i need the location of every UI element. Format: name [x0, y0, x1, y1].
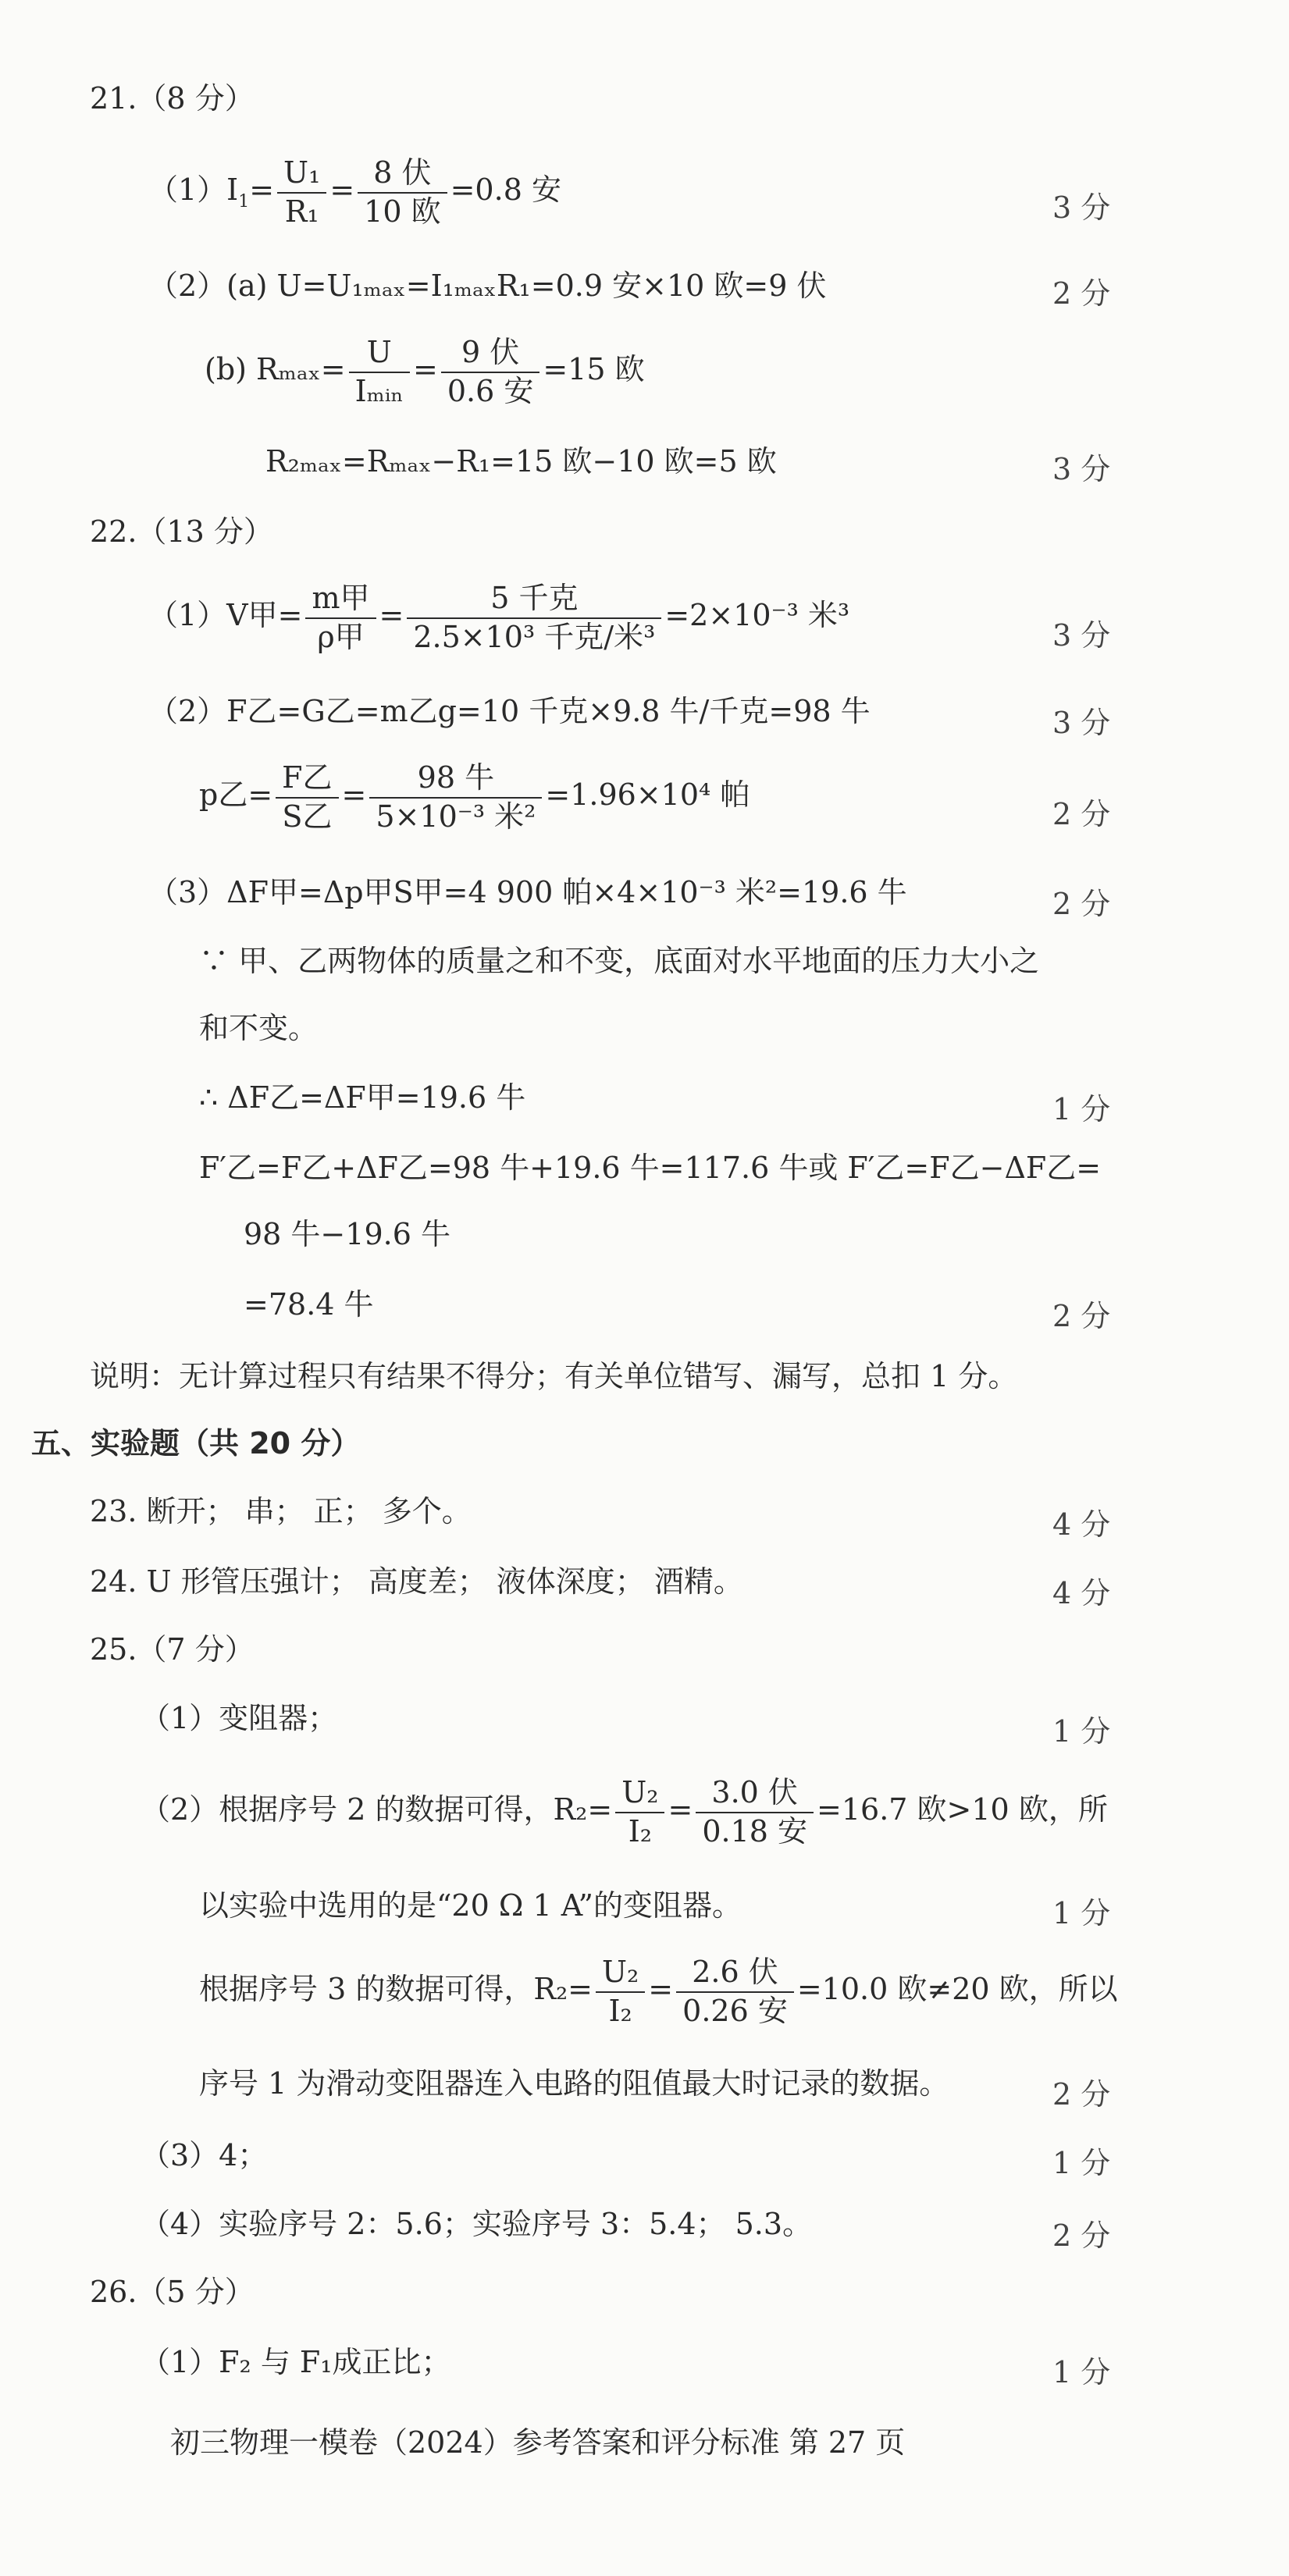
q25-part2-line3: 根据序号 3 的数据可得，R₂= $\frac{\text{U₂}}{\text{I₂}}$ = $\frac{\text{2.6 伏}}{\text{0.26 安}}$ =10.0 欧≠20 欧，所以 [199, 1955, 1118, 2028]
q24-answer: 24. U 形管压强计； 高度差； 液体深度； 酒精。 [90, 1564, 743, 1599]
score: 1 分 [1052, 1092, 1111, 1126]
q25-part3: （3）4； [141, 2138, 268, 2172]
score: 1 分 [1052, 2355, 1111, 2389]
q21-part1: $(1)I_1=$ $\frac{\text{U₁}}{\text{R₁}}$ = $\frac{\text{8 伏}}{\text{10 欧}}$ =0.8 安 [148, 155, 561, 229]
q26-part1: （1）F₂ 与 F₁成正比； [141, 2345, 451, 2379]
section-heading: 五、实验题（共 20 分） [31, 1426, 361, 1461]
q22-part2: （2）F乙=G乙=m乙g=10 千克×9.8 牛/千克=98 牛 [148, 694, 871, 728]
q22-force-line1: F′乙=F乙+ΔF乙=98 牛+19.6 牛=117.6 牛或 F′乙=F乙−ΔF乙= [199, 1151, 1102, 1185]
score: 1 分 [1052, 2146, 1111, 2180]
q26-title: 26.（5 分） [90, 2275, 255, 2309]
q25-part2-line4: 序号 1 为滑动变阻器连入电路的阻值最大时记录的数据。 [199, 2066, 949, 2101]
q21-title: 21.（8 分） [90, 81, 255, 116]
q22-therefore: ∴ ΔF乙=ΔF甲=19.6 牛 [199, 1080, 526, 1115]
fraction: $\frac{\text{98 牛}}{\text{5×10⁻³ 米²}}$ [369, 761, 542, 834]
score: 4 分 [1052, 1507, 1111, 1542]
score: 2 分 [1052, 2077, 1111, 2112]
fraction: $\frac{U}{\text{Iₘᵢₙ}}$ [349, 336, 410, 408]
score: 1 分 [1052, 1896, 1111, 1930]
scoring-note: 说明：无计算过程只有结果不得分；有关单位错写、漏写，总扣 1 分。 [90, 1359, 1018, 1393]
q25-part2: （2）根据序号 2 的数据可得，R₂= $\frac{\text{U₂}}{\text{I₂}}$ = $\frac{\text{3.0 伏}}{\text{0.18 安}}$ =16.7 欧>10 欧，所 [141, 1775, 1108, 1848]
score: 2 分 [1052, 2218, 1111, 2253]
q22-force-line3: =78.4 牛 [244, 1287, 374, 1322]
q21-part2c: R₂ₘₐₓ=Rₘₐₓ−R₁=15 欧−10 欧=5 欧 [265, 444, 777, 479]
score: 3 分 [1052, 452, 1111, 486]
fraction: $\frac{\text{F乙}}{\text{S乙}}$ [276, 761, 338, 834]
q21-part2b: (b) Rₘₐₓ= $\frac{U}{\text{Iₘᵢₙ}}$ = $\frac{\text{9 伏}}{\text{0.6 安}}$ =15 欧 [205, 335, 645, 408]
fraction: $\frac{\text{5 千克}}{\text{2.5×10³ 千克/米³}}$ [407, 582, 661, 654]
page-footer: 初三物理一模卷（2024）参考答案和评分标准 第 27 页 [170, 2425, 906, 2460]
score: 3 分 [1052, 618, 1111, 653]
q22-part3: （3）ΔF甲=Δp甲S甲=4 900 帕×4×10⁻³ 米²=19.6 牛 [148, 875, 907, 909]
fraction: $\frac{\text{8 伏}}{\text{10 欧}}$ [358, 156, 447, 229]
q22-part2b: p乙= $\frac{\text{F乙}}{\text{S乙}}$ = $\frac{\text{98 牛}}{\text{5×10⁻³ 米²}}$ =1.96×10⁴ 帕 [199, 760, 750, 834]
fraction: $\frac{\text{m甲}}{\text{ρ甲}}$ [305, 582, 376, 654]
score: 3 分 [1052, 706, 1111, 740]
q21-part2a: （2）(a) U=U₁ₘₐₓ=I₁ₘₐₓR₁=0.9 安×10 欧=9 伏 [148, 269, 827, 303]
fraction: $\frac{\text{3.0 伏}}{\text{0.18 安}}$ [696, 1776, 814, 1848]
q22-because-line1: ∵ 甲、乙两物体的质量之和不变，底面对水平地面的压力大小之 [199, 944, 1040, 978]
score: 4 分 [1052, 1576, 1111, 1610]
q25-title: 25.（7 分） [90, 1632, 255, 1667]
score: 3 分 [1052, 190, 1111, 225]
score: 2 分 [1052, 276, 1111, 311]
q25-part2-line2: 以实验中选用的是“20 Ω 1 A”的变阻器。 [199, 1888, 742, 1923]
q25-part4: （4）实验序号 2：5.6；实验序号 3：5.4； 5.3。 [141, 2207, 813, 2241]
q22-title: 22.（13 分） [90, 514, 273, 549]
q25-part1: （1）变阻器； [141, 1701, 338, 1735]
q23-answer: 23. 断开； 串； 正； 多个。 [90, 1494, 472, 1528]
q22-force-line2: 98 牛−19.6 牛 [244, 1217, 450, 1251]
fraction: $\frac{\text{U₂}}{\text{I₂}}$ [615, 1776, 664, 1848]
fraction: $\frac{\text{U₁}}{\text{R₁}}$ [277, 156, 326, 229]
fraction: $\frac{\text{U₂}}{\text{I₂}}$ [596, 1955, 645, 2028]
score: 2 分 [1052, 887, 1111, 921]
fraction: $\frac{\text{2.6 伏}}{\text{0.26 安}}$ [676, 1955, 794, 2028]
score: 1 分 [1052, 1714, 1111, 1749]
score: 2 分 [1052, 1299, 1111, 1333]
score: 2 分 [1052, 797, 1111, 831]
q22-because-line2: 和不变。 [199, 1011, 319, 1045]
q22-part1: （1）V甲= $\frac{\text{m甲}}{\text{ρ甲}}$ = $\frac{\text{5 千克}}{\text{2.5×10³ 千克/米³}}$ =2×10⁻³ 米³ [148, 581, 850, 654]
fraction: $\frac{\text{9 伏}}{\text{0.6 安}}$ [441, 336, 540, 408]
